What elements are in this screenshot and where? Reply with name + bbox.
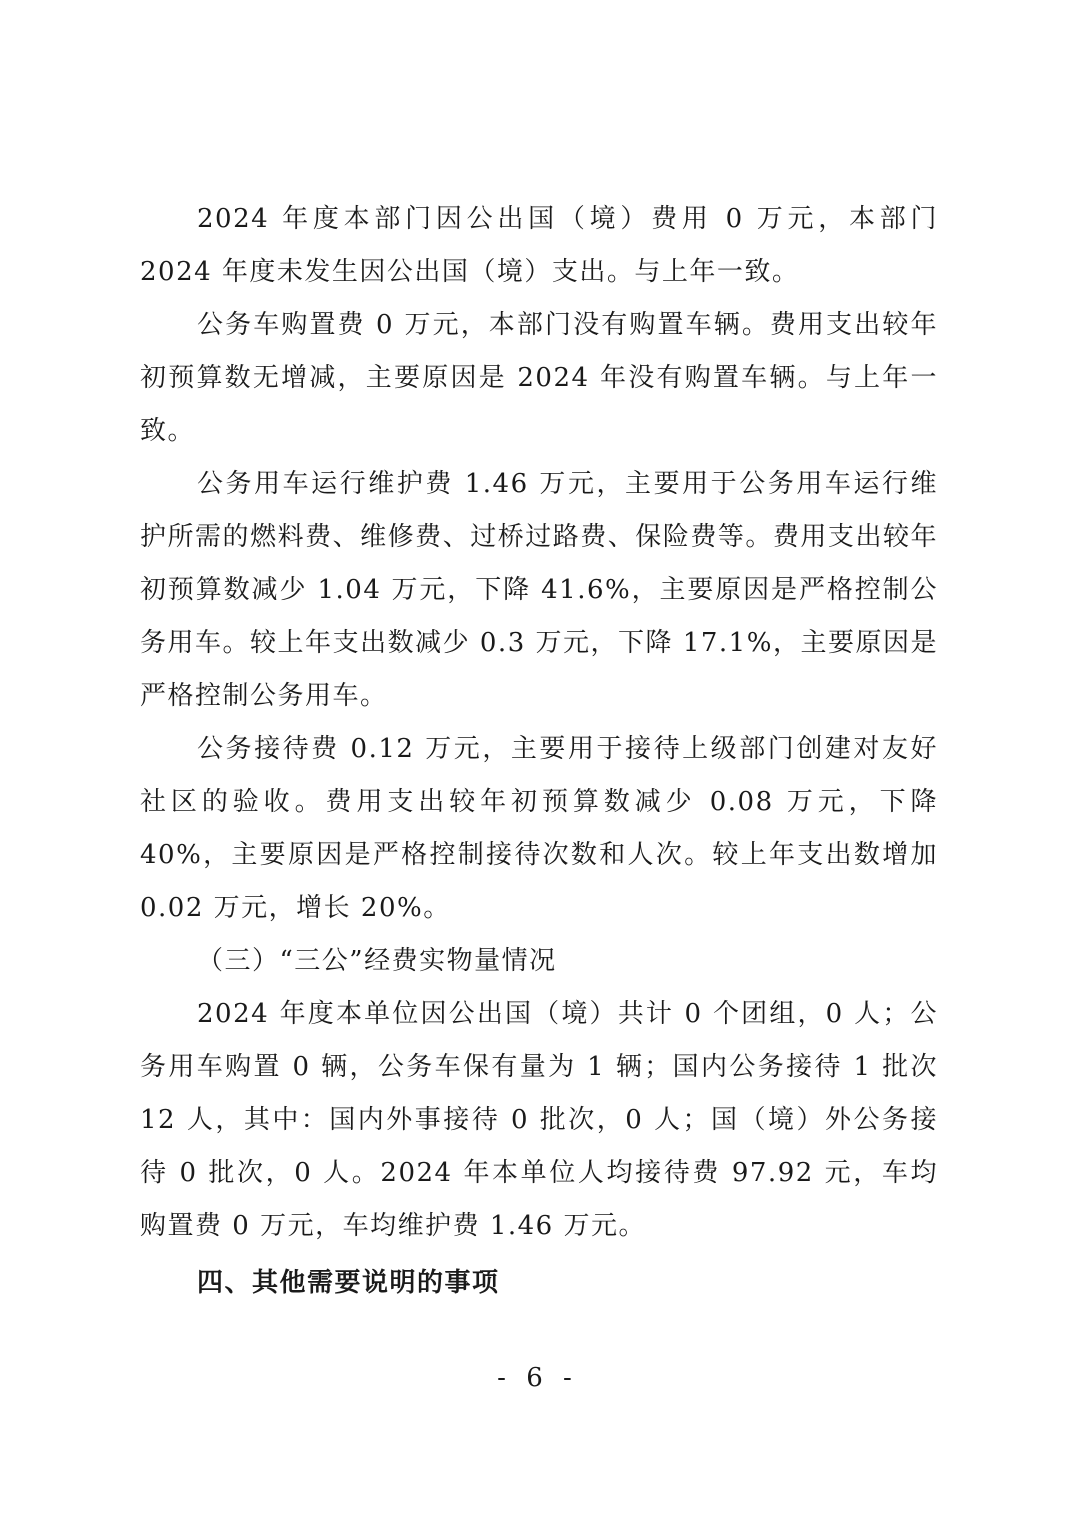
paragraph-vehicle-purchase: 公务车购置费 0 万元，本部门没有购置车辆。费用支出较年初预算数无增减，主要原因是 2024 年没有购置车辆。与上年一致。 bbox=[140, 310, 938, 446]
paragraph-official-reception: 公务接待费 0.12 万元，主要用于接待上级部门创建对友好社区的验收。费用支出较年初预算数减少 0.08 万元，下降 40%，主要原因是严格控制接待次数和人次。较上年支出数增加 0.02 万元，增长 20%。 bbox=[140, 734, 938, 923]
paragraph-overseas-travel: 2024 年度本部门因公出国（境）费用 0 万元，本部门 2024 年度未发生因公出国（境）支出。与上年一致。 bbox=[140, 204, 938, 287]
paragraph-physical-quantity: 2024 年度本单位因公出国（境）共计 0 个团组，0 人；公务用车购置 0 辆，公务车保有量为 1 辆；国内公务接待 1 批次 12 人，其中：国内外事接待 0 批次，0 人；国（境）外公务接待 0 批次，0 人。2024 年本单位人均接待费 97.92 元，车均购置费 0 万元，车均维护费 1.46 万元。 bbox=[140, 999, 938, 1241]
subheading-physical-quantity: （三）“三公”经费实物量情况 bbox=[197, 946, 557, 976]
paragraph-vehicle-maintenance: 公务用车运行维护费 1.46 万元，主要用于公务用车运行维护所需的燃料费、维修费、过桥过路费、保险费等。费用支出较年初预算数减少 1.04 万元，下降 41.6%，主要原因是严格控制公务用车。较上年支出数减少 0.3 万元，下降 17.1%，主要原因是严格控制公务用车。 bbox=[140, 469, 938, 711]
page-number: - 6 - bbox=[497, 1363, 578, 1393]
document-body bbox=[140, 193, 938, 1310]
section-heading-other-matters: 四、其他需要说明的事项 bbox=[197, 1268, 500, 1298]
